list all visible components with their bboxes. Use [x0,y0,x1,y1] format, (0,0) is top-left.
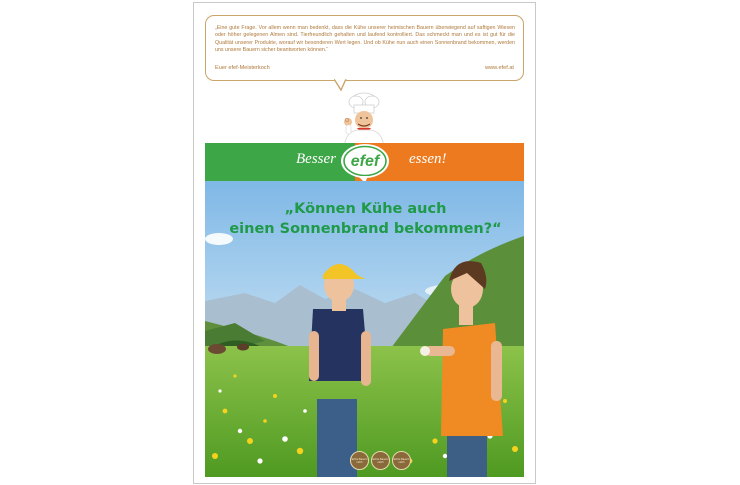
headline [194,199,536,239]
seal-label: Echte Bauern milch [372,457,389,464]
efef-logo[interactable] [338,143,392,181]
website-link[interactable]: www.efef.at [485,65,514,71]
quote-signature: Euer efef-Meisterkoch [215,65,270,71]
chef-mascot-icon [326,91,396,147]
quality-seal [392,451,411,470]
quote-bubble [205,15,524,81]
logo-text: efef [350,153,380,170]
headline-line-2: einen Sonnenbrand bekommen?“ [229,221,502,237]
headline-line-1: „Können Kühe auch [284,201,447,217]
slogan-band [205,143,524,181]
quality-seal [371,451,390,470]
advertisement-poster [193,2,536,484]
slogan-left: Besser [296,151,336,167]
quality-seal [350,451,369,470]
seal-label: Echte Bauern milch [351,457,368,464]
quote-text: „Eine gute Frage. Vor allem wenn man bedenkt, dass die Kühe unserer heimischen Bauern überwiegend auf saftigen Wiesen oder höher gelegenen Almen sind. Tierfreundlich gehalten und laufend kontrolliert. Das schmeckt man und es ist gut für die Qualität unserer Produkte, worauf wir besonderen Wert legen. Und ob Kühe nun auch einen Sonnenbrand bekommen, werden uns unsere Bauern sicher beantworten können.“ [215,25,515,54]
seal-label: Echte Bauern milch [393,457,410,464]
slogan-right: essen! [409,151,447,167]
